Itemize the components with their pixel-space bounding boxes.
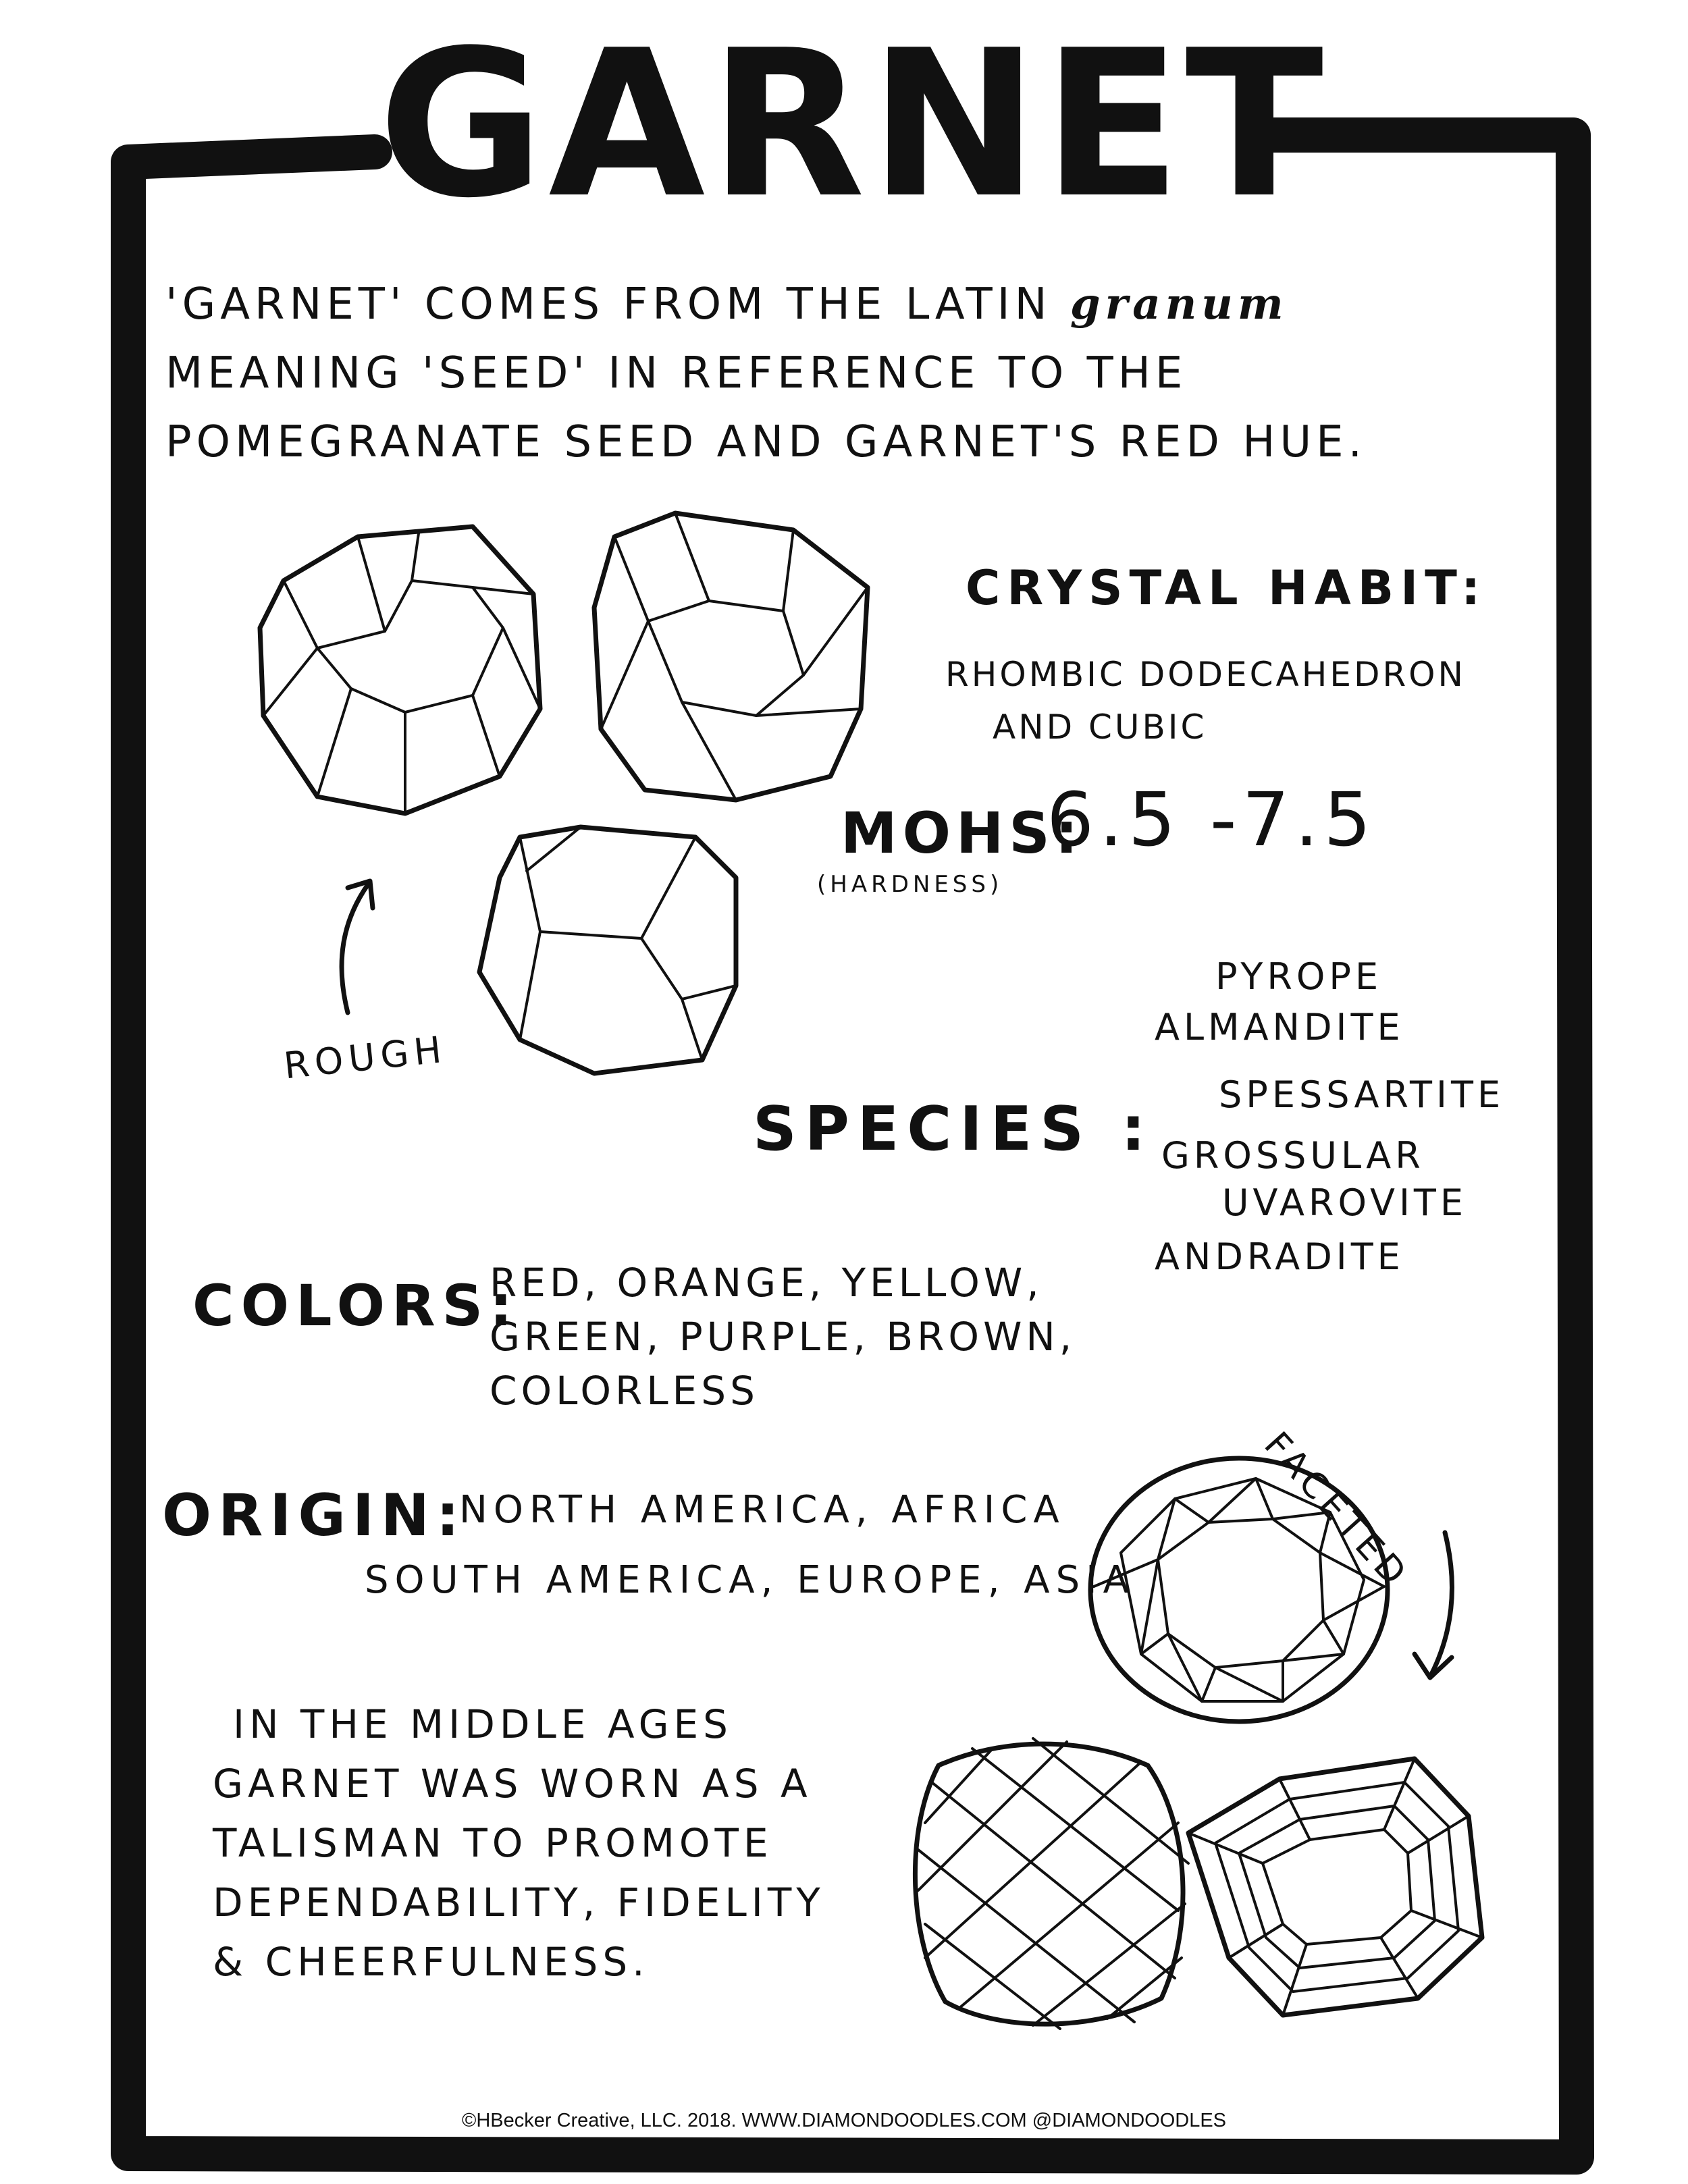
rough-crystal-2: [594, 513, 868, 800]
fact-line3: TALISMAN TO PROMOTE: [213, 1820, 773, 1866]
mohs-label: MOHS:: [841, 800, 1084, 866]
copyright-footer: ©HBecker Creative, LLC. 2018. WWW.DIAMONDOODLES.COM @DIAMONDOODLES: [461, 2110, 1227, 2131]
species-item: GROSSULAR: [1161, 1134, 1425, 1177]
faceted-label: FACETED: [1256, 1424, 1417, 1597]
intro-post: MEANING 'SEED' IN REFERENCE TO THE POMEGRANATE SEED AND GARNET'S RED HUE.: [165, 348, 1367, 467]
origin-value: [365, 1475, 1135, 1616]
colors-line1: RED, ORANGE, YELLOW,: [490, 1260, 1043, 1306]
fact-line1: IN THE MIDDLE AGES: [233, 1701, 733, 1747]
species-item: SPESSARTITE: [1219, 1073, 1505, 1116]
species-item: UVAROVITE: [1222, 1181, 1467, 1224]
fact-line5: & CHEERFULNESS.: [213, 1939, 650, 1985]
origin-line1: NORTH AMERICA, AFRICA: [459, 1488, 1065, 1532]
species-item: PYROPE: [1215, 955, 1383, 998]
mohs-note: (HARDNESS): [817, 871, 1003, 898]
rough-arrow: [342, 881, 373, 1013]
colors-label: COLORS:: [192, 1273, 519, 1339]
colors-value: [490, 1256, 1076, 1418]
history-fact: [213, 1695, 955, 1992]
crystal-habit-line1: RHOMBIC DODECAHEDRON: [945, 655, 1466, 694]
intro-pre: 'GARNET' COMES FROM THE LATIN: [165, 279, 1052, 329]
crystal-habit-label: CRYSTAL HABIT:: [966, 560, 1487, 616]
rough-crystal-3: [479, 827, 736, 1073]
faceted-cushion-gem: [915, 1738, 1188, 2029]
rough-crystal-1: [260, 527, 540, 814]
intro-latin-word: granum: [1070, 279, 1288, 329]
mohs-value: 6.5 -7.5: [1047, 776, 1377, 863]
rough-label: ROUGH: [282, 1028, 449, 1088]
faceted-arrow: [1415, 1533, 1452, 1678]
crystal-habit-value: [945, 648, 1466, 753]
fact-line4: DEPENDABILITY, FIDELITY: [213, 1880, 825, 1925]
page-title: GARNET: [378, 7, 1328, 242]
species-label: SPECIES :: [753, 1094, 1154, 1165]
species-item: ALMANDITE: [1155, 1006, 1404, 1048]
crystal-habit-line2: AND CUBIC: [993, 708, 1207, 747]
origin-label: ORIGIN:: [162, 1482, 467, 1549]
species-item: ANDRADITE: [1155, 1235, 1404, 1278]
colors-line3: COLORLESS: [490, 1368, 759, 1414]
faceted-emerald-gem: [1188, 1759, 1482, 2015]
origin-line2: SOUTH AMERICA, EUROPE, ASIA: [365, 1558, 1135, 1602]
colors-line2: GREEN, PURPLE, BROWN,: [490, 1314, 1076, 1360]
fact-line2: GARNET WAS WORN AS A: [213, 1761, 812, 1807]
